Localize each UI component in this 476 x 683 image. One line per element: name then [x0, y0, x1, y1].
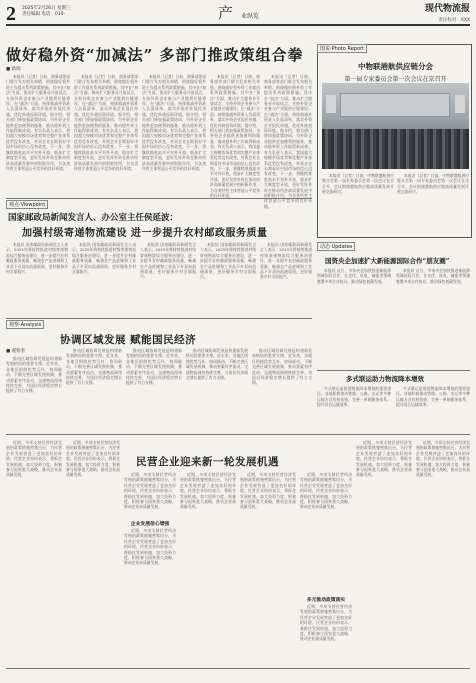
- photo-report-box: [317, 44, 472, 238]
- photo-headline-1: 中物联港航供应链分会: [358, 62, 433, 71]
- analysis-body-col4: 推动区域协调发展是构建新发展格局的重要支撑。近年来，各地区围绕优势互补、协同联动，不断完善区域发展机制，推动要素有序流动，交通物流网络持续完善，为国民经济稳定增长提供了有力支撑。: [186, 348, 248, 381]
- analysis-byline: ■ 观察者: [6, 349, 26, 354]
- lead-byline: ■ 新闻: [6, 67, 21, 72]
- viewpoint-body-col1: 本报讯 国家邮政局新闻发言人表示，2025年将持续推进村级寄递物流综合服务站建设，进一步提升农村邮政服务质量，畅通农产品进城和工业品下乡双向流通渠道，更好服务乡村全面振兴。: [6, 242, 68, 275]
- bottom-subhead-2: 多元推动政策落实: [306, 598, 346, 603]
- editor-credit: 责任校对：XXX: [438, 18, 470, 23]
- lead-body-col4: 本报讯（记者）日前，商务部等部门联合发布相关举措，围绕做好稳外资工作提出系列政策措施。其中在“加法”方面，推动扩大服务业开放试点，支持外资企业参与产业链供应链建设；在“减法”方面，持续缩减外资准入负面清单，落实外资企业国民待遇，优化外商投资环境。据介绍，相关部门将加强政策协同，为外资企业提供更加便利的服务，推动稳外资工作取得新成效。有关负责人表示，我国超大规模市场优势和完整产业体系优势没有改变，外资企业长期看好中国市场的信心没有改变。下一步，将继续推进高水平对外开放，稳步扩大制度型开放，更好发挥外资在推动经济高质量发展中的积极作用，为各类经营主体营造公平竞争的良好环境。: [210, 74, 260, 198]
- issue-date: 2025年2月26日 星期三: [22, 6, 71, 11]
- stage-backdrop: [340, 93, 450, 117]
- viewpoint-body-col3: 本报讯 国家邮政局新闻发言人表示，2025年将持续推进村级寄递物流综合服务站建设，进一步提升农村邮政服务质量，畅通农产品进城和工业品下乡双向流通渠道，更好服务乡村全面振兴。: [140, 242, 196, 280]
- lead-headline: 做好稳外资“加减法” 多部门推政策组合拳: [6, 46, 304, 64]
- analysis-body-col1: 推动区域协调发展是构建新发展格局的重要支撑。近年来，各地区围绕优势互补、协同联动，不断完善区域发展机制，推动要素有序流动，交通物流网络持续完善，为国民经济稳定增长提供了有力支撑。: [6, 356, 62, 394]
- bottom-body-col1: 近期，多项支持民营经济发展的政策措施密集出台，为民营企业发展营造了更加良好的环境。民营企业纷纷表示，将抓住发展机遇，加大投资力度，积极参与国家重大战略，推动企业高质量发展。: [6, 440, 62, 478]
- page-footer-rule: [6, 668, 470, 678]
- analysis-body-col3: 推动区域协调发展是构建新发展格局的重要支撑。近年来，各地区围绕优势互补、协同联动，不断完善区域发展机制，推动要素有序流动，交通物流网络持续完善，为国民经济稳定增长提供了有力支撑。: [126, 348, 182, 386]
- page-number: 2: [6, 3, 16, 25]
- updates-body-col2: 本报讯 近日，多家央企加快推进新能源领域国际合作，在光伏、风电、储能等领域签署多项合作协议，推动绿色低碳发展。: [396, 268, 470, 284]
- viewpoint-label: 观点·Viewpoint: [6, 200, 48, 209]
- analysis-label: 观察·Analysis: [6, 320, 44, 329]
- bottom-body-col5: 近期，多项支持民营经济发展的政策措施密集出台，为民营企业发展营造了更加良好的环境。民营企业纷纷表示，将抓住发展机遇，加大投资力度，积极参与国家重大战略，推动企业高质量发展。: [240, 472, 296, 510]
- updates-label: 动态·Updates: [317, 242, 355, 251]
- photo-report-label: 图说·Photo Report: [317, 44, 367, 53]
- photo-caption-col1: 本报讯（记者）日前，中物联港航供应链分会第一届专家委员会第一次会议在京召开。会议围绕港航供应链高质量发展开展交流研讨。: [322, 173, 394, 195]
- lead-body-col5: 本报讯（记者）日前，商务部等部门联合发布相关举措，围绕做好稳外资工作提出系列政策措施。其中在“加法”方面，推动扩大服务业开放试点，支持外资企业参与产业链供应链建设；在“减法”方面，持续缩减外资准入负面清单，落实外资企业国民待遇，优化外商投资环境。据介绍，相关部门将加强政策协同，为外资企业提供更加便利的服务，推动稳外资工作取得新成效。有关负责人表示，我国超大规模市场优势和完整产业体系优势没有改变，外资企业长期看好中国市场的信心没有改变。下一步，将继续推进高水平对外开放，稳步扩大制度型开放，更好发挥外资在推动经济高质量发展中的积极作用，为各类经营主体营造公平竞争的良好环境。: [264, 74, 312, 209]
- updates-headline: 国资央企加速扩大新能源国际合作“朋友圈”: [325, 257, 450, 265]
- photo-caption-col2: 本报讯（记者）日前，中物联港航供应链分会第一届专家委员会第一次会议在京召开。会议围绕港航供应链高质量发展开展交流研讨。: [397, 173, 469, 195]
- bottom-body-col8: 近期，多项支持民营经济发展的政策措施密集出台，为民营企业发展营造了更加良好的环境。民营企业纷纷表示，将抓住发展机遇，加大投资力度，积极参与国家重大战略，推动企业高质量发展。: [416, 440, 470, 478]
- divider-viewpoint: [6, 198, 312, 199]
- right-mid-body-col2: 多式联运是推进物流降本增效的重要途径。各地积极推动铁路、公路、水运等多种运输方式有机衔接，完善一单制服务体系，提升综合运输效率。: [396, 386, 470, 408]
- audience-crowd: [322, 129, 469, 169]
- conference-photo: [322, 83, 469, 169]
- bottom-body-col3a: 近期，多项支持民营经济发展的政策措施密集出台，为民营企业发展营造了更加良好的环境。民营企业纷纷表示，将抓住发展机遇，加大投资力度，积极参与国家重大战略，推动企业高质量发展。: [124, 472, 176, 510]
- right-mid-body-col1: 多式联运是推进物流降本增效的重要途径。各地积极推动铁路、公路、水运等多种运输方式有机衔接，完善一单制服务体系，提升综合运输效率。: [317, 386, 391, 408]
- viewpoint-body-col4: 本报讯 国家邮政局新闻发言人表示，2025年将持续推进村级寄递物流综合服务站建设，进一步提升农村邮政服务质量，畅通农产品进城和工业品下乡双向流通渠道，更好服务乡村全面振兴。: [200, 242, 256, 280]
- analysis-headline: 协调区域发展 赋能国民经济: [60, 334, 197, 346]
- section-title-small: 业纵览: [241, 13, 260, 20]
- bottom-body-col6a: 近期，多项支持民营经济发展的政策措施密集出台，为民营企业发展营造了更加良好的环境。民营企业纷纷表示，将抓住发展机遇，加大投资力度，积极参与国家重大战略，推动企业高质量发展。: [300, 472, 352, 510]
- viewpoint-body-col5: 本报讯 国家邮政局新闻发言人表示，2025年将持续推进村级寄递物流综合服务站建设，进一步提升农村邮政服务质量，畅通农产品进城和工业品下乡双向流通渠道，更好服务乡村全面振兴。: [260, 242, 312, 280]
- lead-body-col2: 本报讯（记者）日前，商务部等部门联合发布相关举措，围绕做好稳外资工作提出系列政策措施。其中在“加法”方面，推动扩大服务业开放试点，支持外资企业参与产业链供应链建设；在“减法”方面，持续缩减外资准入负面清单，落实外资企业国民待遇，优化外商投资环境。据介绍，相关部门将加强政策协同，为外资企业提供更加便利的服务，推动稳外资工作取得新成效。有关负责人表示，我国超大规模市场优势和完整产业体系优势没有改变，外资企业长期看好中国市场的信心没有改变。下一步，将继续推进高水平对外开放，稳步扩大制度型开放，更好发挥外资在推动经济高质量发展中的积极作用，为各类经营主体营造公平竞争的良好环境。: [74, 74, 138, 171]
- left-screen: [326, 95, 336, 113]
- bottom-body-col7: 近期，多项支持民营经济发展的政策措施密集出台，为民营企业发展营造了更加良好的环境。民营企业纷纷表示，将抓住发展机遇，加大投资力度，积极参与国家重大战略，推动企业高质量发展。: [356, 440, 412, 478]
- bottom-body-col4: 近期，多项支持民营经济发展的政策措施密集出台，为民营企业发展营造了更加良好的环境。民营企业纷纷表示，将抓住发展机遇，加大投资力度，积极参与国家重大战略，推动企业高质量发展。: [180, 472, 236, 510]
- bottom-headline: 民营企业迎来新一轮发展机遇: [136, 456, 279, 468]
- bottom-body-col6b: 近期，多项支持民营经济发展的政策措施密集出台，为民营企业发展营造了更加良好的环境。民营企业纷纷表示，将抓住发展机遇，加大投资力度，积极参与国家重大战略，推动企业高质量发展。: [300, 604, 352, 642]
- divider-right-mid: [317, 370, 470, 371]
- bottom-body-col3b: 近期，多项支持民营经济发展的政策措施密集出台，为民营企业发展营造了更加良好的环境。民营企业纷纷表示，将抓住发展机遇，加大投资力度，积极参与国家重大战略，推动企业高质量发展。: [124, 528, 176, 566]
- updates-body-col1: 本报讯 近日，多家央企加快推进新能源领域国际合作，在光伏、风电、储能等领域签署多项合作协议，推动绿色低碳发展。: [317, 268, 391, 284]
- issue-meta: [22, 6, 70, 18]
- masthead: [6, 4, 470, 26]
- bottom-body-col2: 近期，多项支持民营经济发展的政策措施密集出台，为民营企业发展营造了更加良好的环境。民营企业纷纷表示，将抓住发展机遇，加大投资力度，积极参与国家重大战略，推动企业高质量发展。: [66, 440, 120, 478]
- right-mid-headline: 多式联运助力物流降本增效: [346, 375, 424, 383]
- photo-headline-2: 第一届专家委员会第一次会议在京召开: [344, 76, 447, 83]
- lead-body-col1: 本报讯（记者）日前，商务部等部门联合发布相关举措，围绕做好稳外资工作提出系列政策措施。其中在“加法”方面，推动扩大服务业开放试点，支持外资企业参与产业链供应链建设；在“减法”方面，持续缩减外资准入负面清单，落实外资企业国民待遇，优化外商投资环境。据介绍，相关部门将加强政策协同，为外资企业提供更加便利的服务，推动稳外资工作取得新成效。有关负责人表示，我国超大规模市场优势和完整产业体系优势没有改变，外资企业长期看好中国市场的信心没有改变。下一步，将继续推进高水平对外开放，稳步扩大制度型开放，更好发挥外资在推动经济高质量发展中的积极作用，为各类经营主体营造公平竞争的良好环境。: [6, 74, 70, 171]
- viewpoint-headline-2: 加强村级寄递物流建设 进一步提升农村邮政服务质量: [22, 228, 268, 239]
- viewpoint-body-col2: 本报讯 国家邮政局新闻发言人表示，2025年将持续推进村级寄递物流综合服务站建设，进一步提升农村邮政服务质量，畅通农产品进城和工业品下乡双向流通渠道，更好服务乡村全面振兴。: [72, 242, 136, 275]
- lead-body-col3: 本报讯（记者）日前，商务部等部门联合发布相关举措，围绕做好稳外资工作提出系列政策措施。其中在“加法”方面，推动扩大服务业开放试点，支持外资企业参与产业链供应链建设；在“减法”方面，持续缩减外资准入负面清单，落实外资企业国民待遇，优化外商投资环境。据介绍，相关部门将加强政策协同，为外资企业提供更加便利的服务，推动稳外资工作取得新成效。有关负责人表示，我国超大规模市场优势和完整产业体系优势没有改变，外资企业长期看好中国市场的信心没有改变。下一步，将继续推进高水平对外开放，稳步扩大制度型开放，更好发挥外资在推动经济高质量发展中的积极作用，为各类经营主体营造公平竞争的良好环境。: [142, 74, 206, 171]
- section-title-big: 产: [218, 4, 234, 22]
- analysis-body-col2: 推动区域协调发展是构建新发展格局的重要支撑。近年来，各地区围绕优势互补、协同联动，不断完善区域发展机制，推动要素有序流动，交通物流网络持续完善，为国民经济稳定增长提供了有力支撑。: [66, 348, 122, 386]
- paper-name: 现代物流报: [424, 4, 470, 14]
- viewpoint-headline-1: 国家邮政局新闻发言人、办公室主任侯延波：: [8, 213, 179, 223]
- analysis-body-col5: 推动区域协调发展是构建新发展格局的重要支撑。近年来，各地区围绕优势互补、协同联动，不断完善区域发展机制，推动要素有序流动，交通物流网络持续完善，为国民经济稳定增长提供了有力支撑。: [252, 348, 312, 386]
- divider-bottom: [6, 434, 470, 435]
- right-screen: [455, 95, 465, 113]
- editor-phone: 责任编辑 电话：010-: [22, 12, 66, 17]
- bottom-subhead-1: 企业发展信心增强: [130, 522, 170, 527]
- divider-analysis: [6, 318, 312, 319]
